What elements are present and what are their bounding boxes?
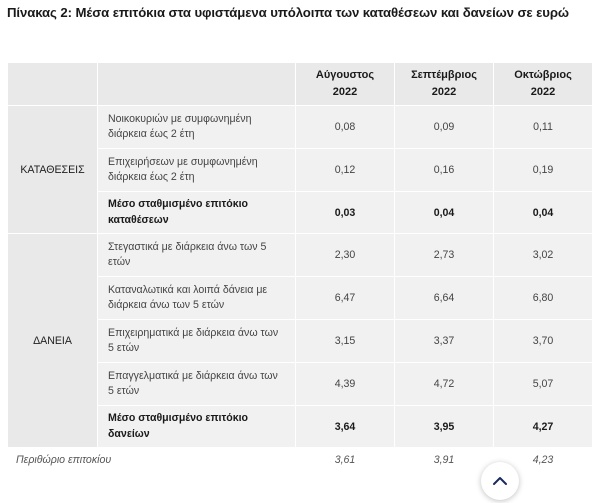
row-description: Επαγγελματικά με διάρκεια άνω των 5 ετών	[98, 363, 296, 406]
value-september: 0,09	[395, 106, 494, 149]
margin-label: Περιθώριο επιτοκίου	[8, 448, 296, 473]
header-august: Αύγουστος 2022	[296, 63, 395, 106]
value-september: 0,16	[395, 149, 494, 192]
header-empty-cell	[8, 63, 98, 106]
value-october: 4,27	[494, 406, 593, 448]
rates-table	[7, 62, 593, 473]
value-october: 3,02	[494, 234, 593, 277]
page-title: Πίνακας 2: Μέσα επιτόκια στα υφιστάμενα υπόλοιπα των καταθέσεων και δανείων σε ευρώ	[7, 5, 569, 20]
value-october: 0,11	[494, 106, 593, 149]
table-row	[8, 106, 593, 149]
category-deposits: ΚΑΤΑΘΕΣΕΙΣ	[8, 106, 98, 234]
row-description: Στεγαστικά με διάρκεια άνω των 5 ετών	[98, 234, 296, 277]
value-august: 0,12	[296, 149, 395, 192]
value-september: 0,04	[395, 192, 494, 234]
header-october: Οκτώβριος 2022	[494, 63, 593, 106]
scroll-to-top-button[interactable]	[481, 462, 519, 500]
table-header-row	[8, 63, 593, 106]
row-description: Επιχειρήσεων με συμφωνημένη διάρκεια έως 2 έτη	[98, 149, 296, 192]
value-september: 2,73	[395, 234, 494, 277]
value-august: 3,64	[296, 406, 395, 448]
header-empty-cell	[98, 63, 296, 106]
row-description: Μέσο σταθμισμένο επιτόκιο δανείων	[98, 406, 296, 448]
row-description: Νοικοκυριών με συμφωνημένη διάρκεια έως 2 έτη	[98, 106, 296, 149]
value-august: 6,47	[296, 277, 395, 320]
value-october: 4,23	[494, 448, 593, 473]
row-description: Μέσο σταθμισμένο επιτόκιο καταθέσεων	[98, 192, 296, 234]
value-october: 3,70	[494, 320, 593, 363]
value-october: 0,19	[494, 149, 593, 192]
value-august: 2,30	[296, 234, 395, 277]
row-description: Καταναλωτικά και λοιπά δάνεια με διάρκεια άνω των 5 ετών	[98, 277, 296, 320]
table-row	[8, 234, 593, 277]
value-september: 3,37	[395, 320, 494, 363]
value-august: 3,15	[296, 320, 395, 363]
value-august: 0,03	[296, 192, 395, 234]
value-september: 3,91	[395, 448, 494, 473]
value-october: 5,07	[494, 363, 593, 406]
value-august: 4,39	[296, 363, 395, 406]
value-september: 4,72	[395, 363, 494, 406]
value-october: 0,04	[494, 192, 593, 234]
chevron-up-icon	[492, 476, 508, 486]
value-august: 3,61	[296, 448, 395, 473]
value-september: 3,95	[395, 406, 494, 448]
row-description: Επιχειρηματικά με διάρκεια άνω των 5 ετών	[98, 320, 296, 363]
value-august: 0,08	[296, 106, 395, 149]
header-september: Σεπτέμβριος 2022	[395, 63, 494, 106]
category-loans: ΔΑΝΕΙΑ	[8, 234, 98, 448]
value-october: 6,80	[494, 277, 593, 320]
value-september: 6,64	[395, 277, 494, 320]
